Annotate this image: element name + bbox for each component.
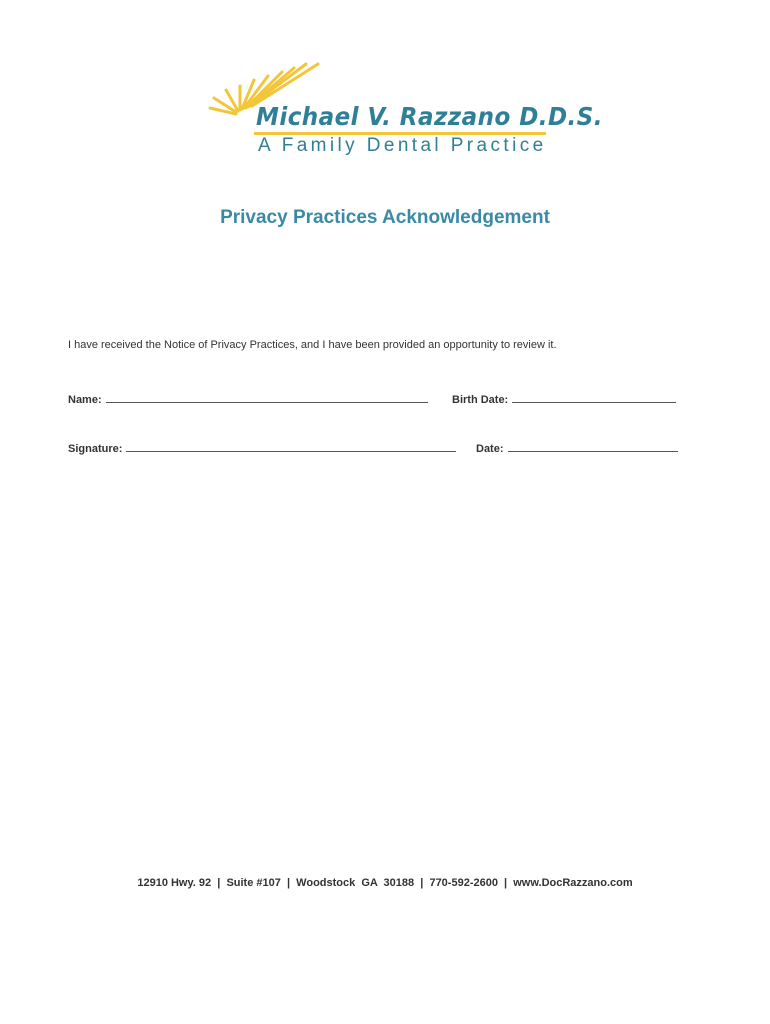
date-input-line[interactable] — [508, 442, 678, 452]
signature-label: Signature: — [68, 443, 123, 455]
birth-date-label: Birth Date: — [452, 394, 509, 406]
name-field[interactable] — [68, 393, 428, 406]
acknowledgement-text: I have received the Notice of Privacy Practices, and I have been provided an opportunity to review it. — [68, 339, 557, 351]
birth-date-input-line[interactable] — [512, 393, 676, 403]
birth-date-field[interactable] — [452, 393, 676, 406]
footer-contact: 12910 Hwy. 92 | Suite #107 | Woodstock GA 30188 | 770-592-2600 | www.DocRazzano.com — [137, 877, 633, 889]
name-input-line[interactable] — [106, 393, 428, 403]
signature-field[interactable] — [68, 442, 456, 455]
signature-input-line[interactable] — [126, 442, 456, 452]
date-label: Date: — [476, 443, 504, 455]
page-title: Privacy Practices Acknowledgement — [220, 207, 550, 228]
logo-tagline: A Family Dental Practice — [258, 135, 547, 156]
name-label: Name: — [68, 394, 102, 406]
practice-logo — [206, 60, 603, 165]
logo-name: Michael V. Razzano D.D.S. — [256, 102, 603, 131]
date-field[interactable] — [476, 442, 678, 455]
